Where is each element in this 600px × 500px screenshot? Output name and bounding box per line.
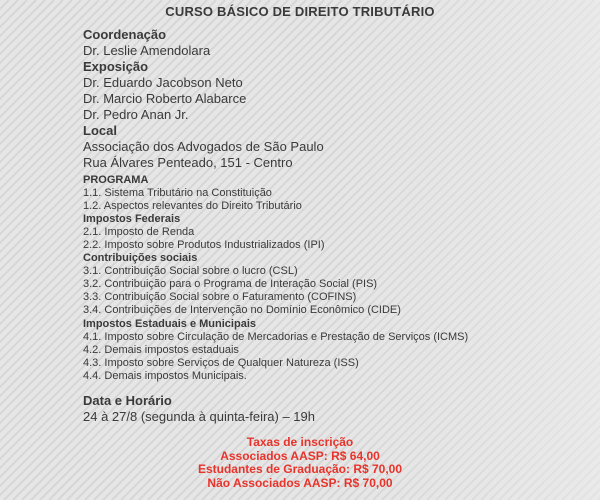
programa-heading: PROGRAMA (83, 174, 149, 186)
local-line: Rua Álvares Penteado, 151 - Centro (83, 155, 293, 170)
contribuicoes-heading: Contribuições sociais (83, 252, 198, 265)
programa-item: 3.1. Contribuição Social sobre o lucro (CSL) (83, 265, 298, 278)
local-line: Associação dos Advogados de São Paulo (83, 139, 324, 154)
exposicao-heading: Exposição (83, 59, 149, 74)
taxas-section (0, 436, 600, 490)
course-title: CURSO BÁSICO DE DIREITO TRIBUTÁRIO (165, 4, 435, 19)
programa-item: 4.2. Demais impostos estaduais (83, 343, 239, 356)
taxa-line: Associados AASP: R$ 64,00 (220, 448, 380, 463)
programa-item: 2.2. Imposto sobre Produtos Industrializados (IPI) (83, 239, 325, 252)
programa-item: 2.1. Imposto de Renda (83, 226, 195, 239)
taxa-line: Não Associados AASP: R$ 70,00 (207, 475, 393, 490)
exposicao-name: Dr. Pedro Anan Jr. (83, 107, 189, 122)
programa-item: 3.4. Contribuições de Intervenção no Domínio Econômico (CIDE) (83, 304, 401, 317)
local-heading: Local (83, 123, 117, 138)
data-horario-section (83, 393, 315, 425)
programa-item: 1.1. Sistema Tributário na Constituição (83, 187, 272, 200)
data-horario-text: 24 à 27/8 (segunda à quinta-feira) – 19h (83, 409, 316, 424)
exposicao-name: Dr. Marcio Roberto Alabarce (83, 91, 247, 106)
programa-item: 4.4. Demais impostos Municipais. (83, 369, 247, 382)
programa-item: 3.3. Contribuição Social sobre o Faturamento (COFINS) (83, 291, 357, 304)
estaduais-heading: Impostos Estaduais e Municipais (83, 317, 256, 330)
info-section (83, 27, 324, 171)
coordenacao-heading: Coordenação (83, 27, 167, 42)
exposicao-name: Dr. Eduardo Jacobson Neto (83, 75, 243, 90)
taxa-line: Estudantes de Graduação: R$ 70,00 (197, 462, 403, 476)
data-horario-heading: Data e Horário (83, 393, 172, 408)
programa-item: 3.2. Contribuição para o Programa de Interação Social (PIS) (83, 278, 378, 291)
coordenacao-name: Dr. Leslie Amendolara (83, 43, 211, 58)
programa-item: 1.2. Aspectos relevantes do Direito Tributário (83, 200, 302, 213)
programa-section (83, 174, 468, 383)
programa-item: 4.3. Imposto sobre Serviços de Qualquer Natureza (ISS) (83, 356, 359, 369)
programa-item: 4.1. Imposto sobre Circulação de Mercadorias e Prestação de Serviços (ICMS) (83, 330, 469, 343)
taxas-heading: Taxas de inscrição (246, 435, 354, 449)
federais-heading: Impostos Federais (83, 213, 181, 226)
